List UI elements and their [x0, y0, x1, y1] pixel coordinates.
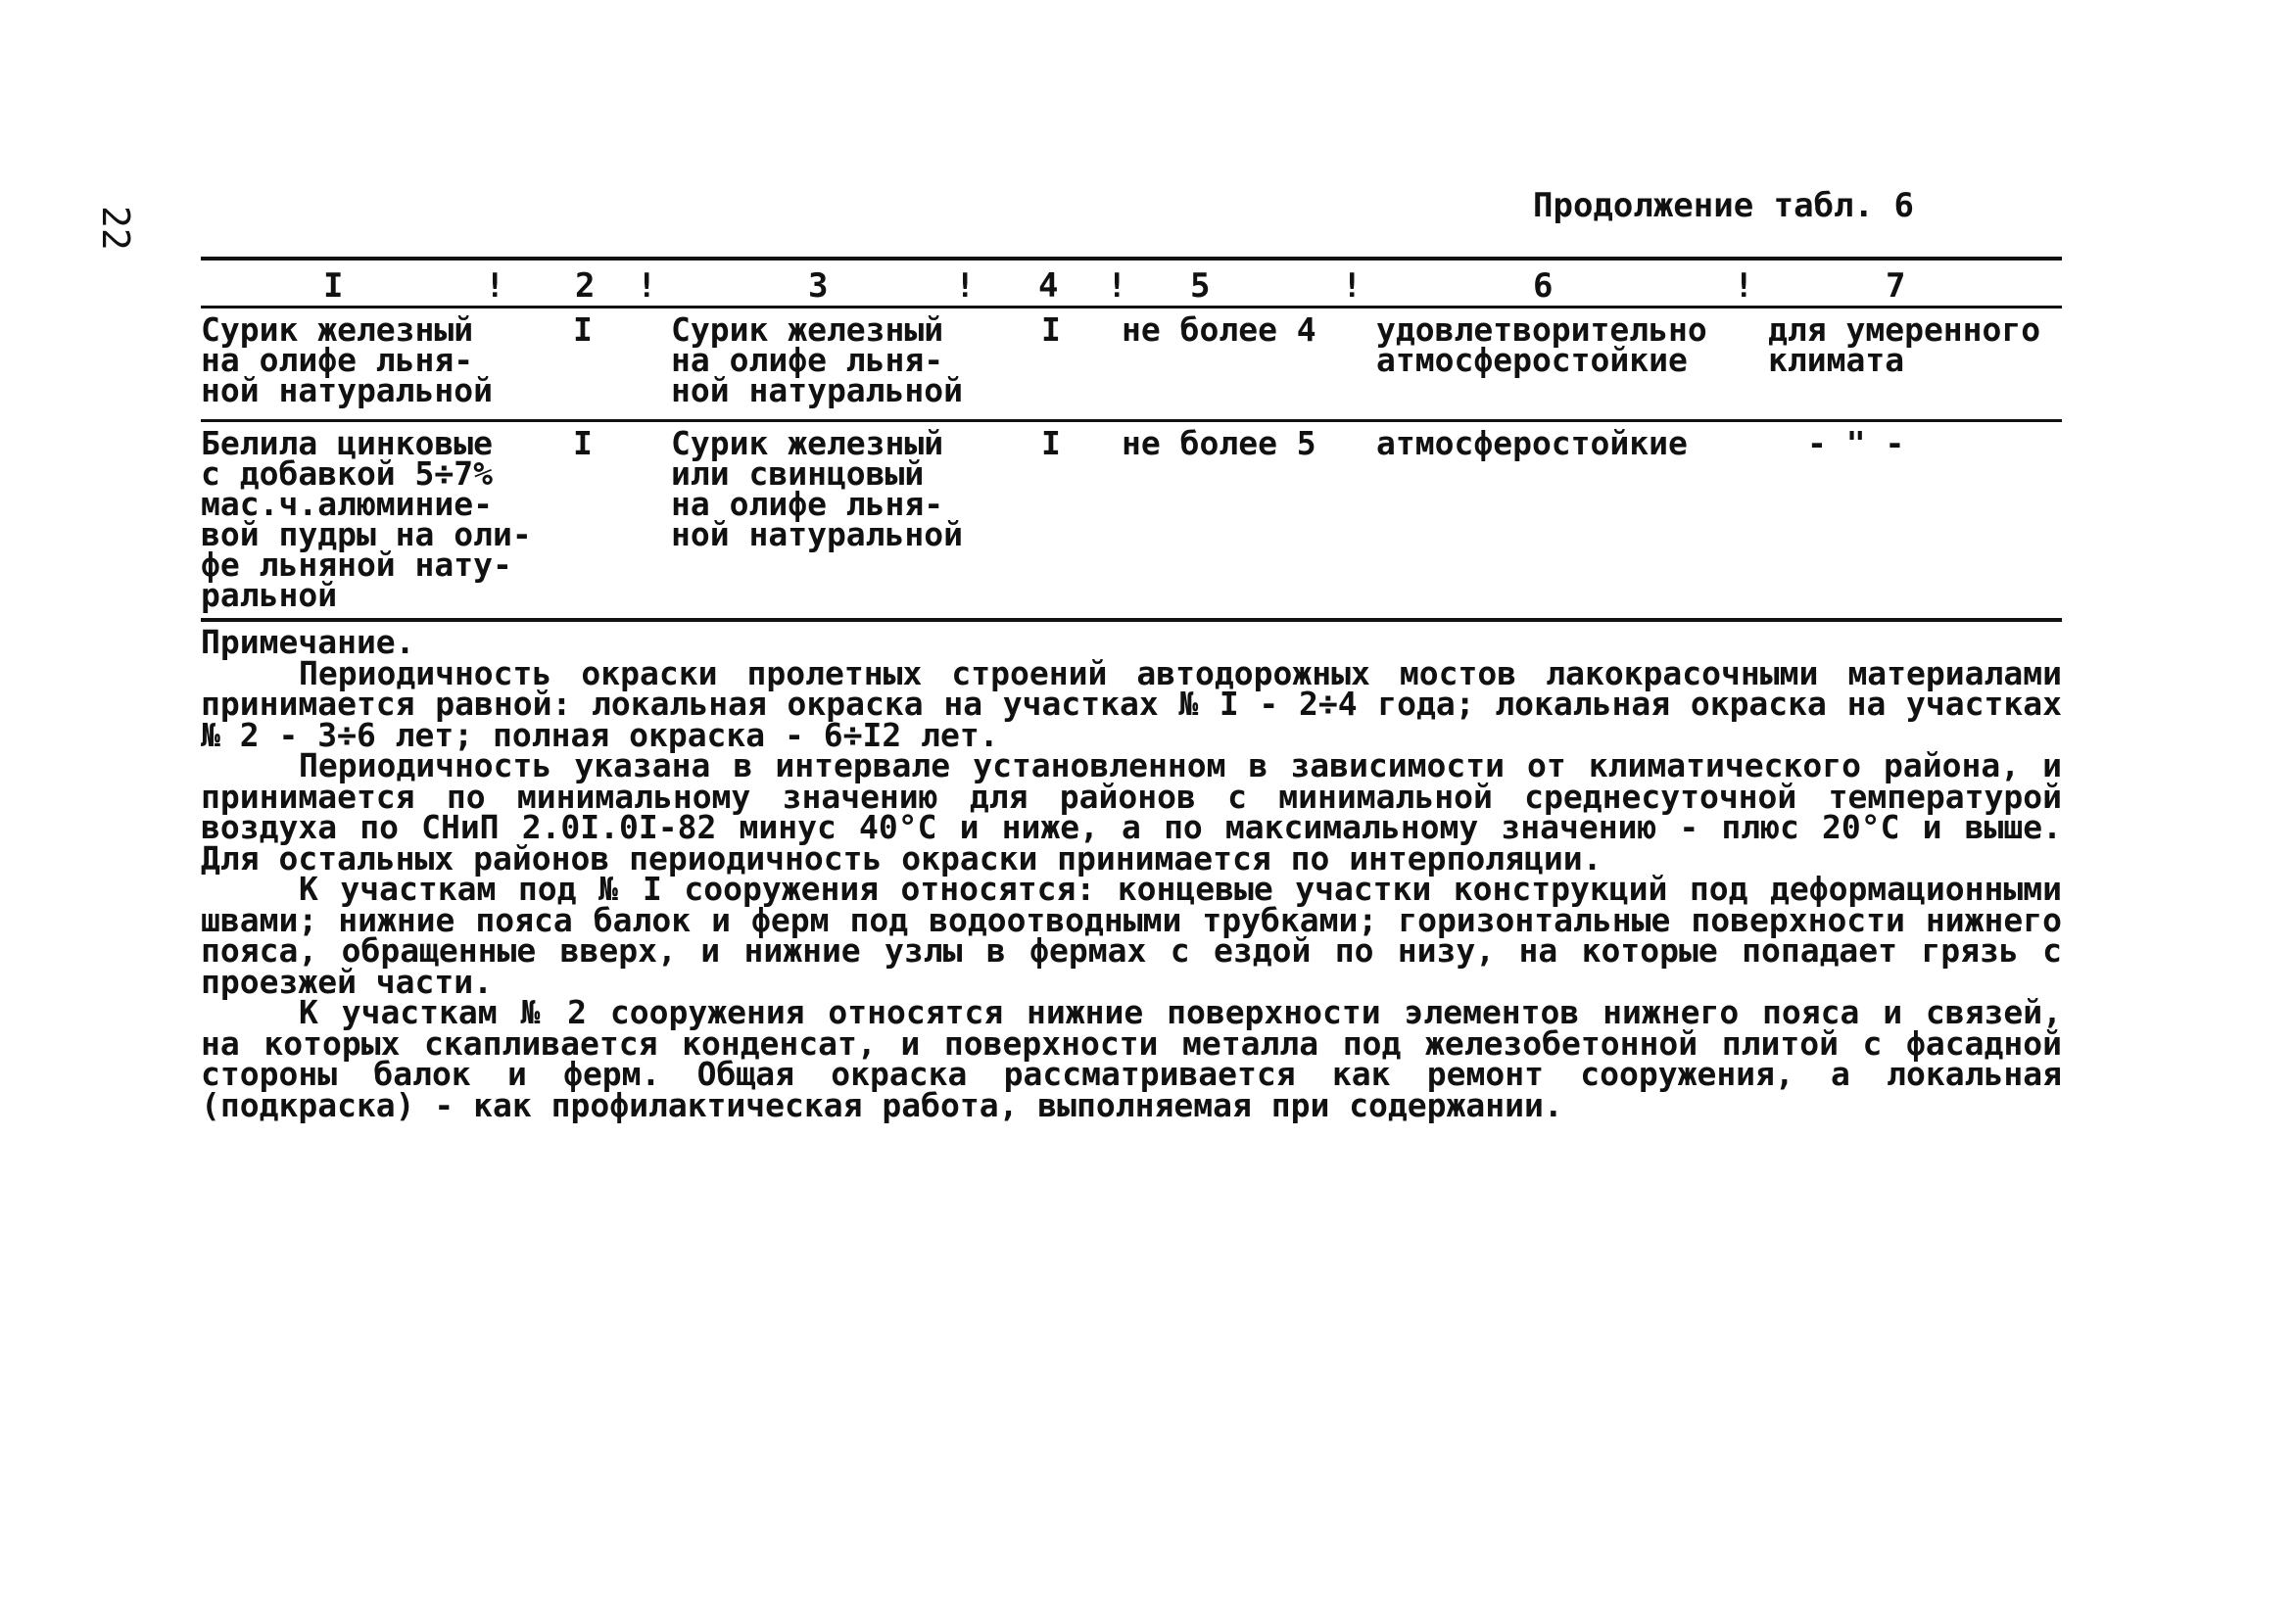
column-separator: ! — [1107, 266, 1127, 306]
column-header-3: 3 — [808, 266, 829, 306]
cell-topcoat-layers: I — [573, 310, 593, 349]
column-header-5: 5 — [1190, 266, 1211, 306]
table-row — [201, 422, 2062, 618]
column-separator: ! — [955, 266, 976, 306]
cell-service-years: не более 5 — [1122, 424, 1316, 462]
note-paragraph-periodicity: Периодичность окраски пролетных строений автодорожных мостов лакокрасочными материалами принимается равной: локальная окраска на участках № I - 2÷4 года; локальная окраска на участках № 2 - 3÷6 лет; полная окраска - 6÷I2 лет. — [201, 653, 2062, 754]
column-header-2: 2 — [575, 266, 596, 306]
cell-service-years: не более 4 — [1122, 310, 1316, 349]
table-row — [201, 308, 2062, 419]
note-paragraph-interval: Периодичность указана в интервале установленном в зависимости от климатического района, и принимается по минимальному значению для районов с минимальной среднесуточной температурой воздуха по СНиП 2.0I.0I-82 минус 40°С и ниже, а по максимальному значению - плюс 20°С и выше. Для остальных районов периодичность окраски принимается по интерполяции. — [201, 746, 2062, 878]
cell-resistance: атмосферостойкие — [1376, 424, 1688, 462]
cell-climate: - " - — [1807, 424, 1905, 462]
cell-topcoat-material: Сурик железный на олифе льня- ной натуральной — [201, 310, 494, 409]
column-header-7: 7 — [1886, 266, 1906, 306]
note-paragraph-zone-1: К участкам под № I сооружения относятся: концевые участки конструкций под деформационными швами; нижние пояса балок и ферм под водоотводными трубками; горизонтальные поверхности нижнего пояса, обращенные вверх, и нижние узлы в фермах с ездой по низу, на которые попадает грязь с проезжей части. — [201, 870, 2062, 1001]
page-number: 22 — [94, 206, 137, 251]
table-bottom-rule — [201, 618, 2062, 622]
column-separator: ! — [1342, 266, 1363, 306]
note-section — [201, 623, 2062, 1124]
cell-primer-material: Сурик железный или свинцовый на олифе льня- ной натуральной — [671, 424, 964, 553]
note-paragraph-zone-2: К участкам № 2 сооружения относятся нижние поверхности элементов нижнего пояса и связей, на которых скапливается конденсат, и поверхности металла под железобетонной плитой с фасадной стороны балок и ферм. Общая окраска рассматривается как ремонт сооружения, а локальная (подкраска) - как профилактическая работа, выполняемая при содержании. — [201, 993, 2062, 1124]
table-header-row — [201, 261, 2062, 306]
table-continuation-label: Продолжение табл. 6 — [1533, 186, 1914, 225]
cell-topcoat-material: Белила цинковые с добавкой 5÷7% мас.ч.алюминие- вой пудры на оли- фе льняной нату- ральной — [201, 424, 532, 614]
column-separator: ! — [637, 266, 657, 306]
cell-climate: для умеренного климата — [1768, 310, 2041, 379]
cell-primer-layers: I — [1041, 310, 1061, 349]
cell-primer-layers: I — [1041, 424, 1061, 462]
column-separator: ! — [485, 266, 505, 306]
cell-resistance: удовлетворительно атмосферостойкие — [1376, 310, 1707, 379]
column-header-6: 6 — [1533, 266, 1554, 306]
column-header-4: 4 — [1038, 266, 1059, 306]
cell-topcoat-layers: I — [573, 424, 593, 462]
column-separator: ! — [1734, 266, 1754, 306]
materials-table — [201, 257, 2062, 622]
cell-primer-material: Сурик железный на олифе льня- ной натуральной — [671, 310, 964, 409]
note-title: Примечание. — [201, 623, 415, 661]
column-header-1: I — [323, 266, 344, 306]
